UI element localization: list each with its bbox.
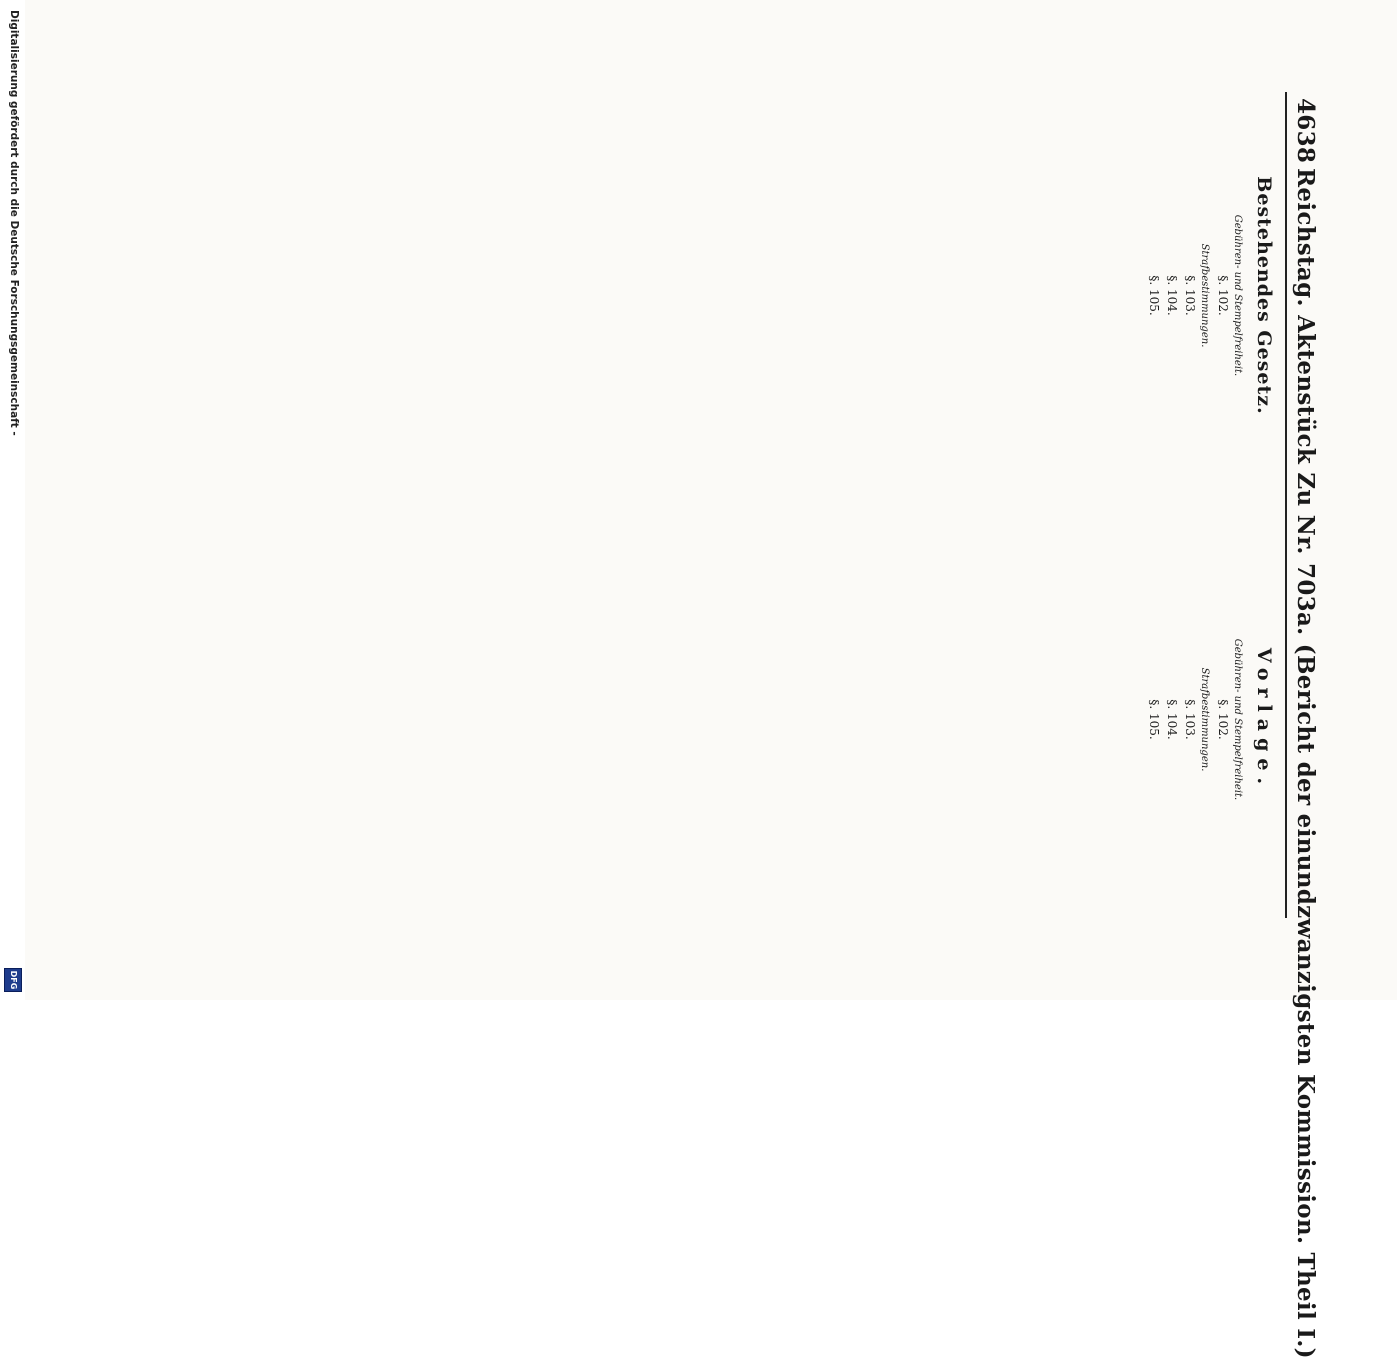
page-number: 4638	[1292, 98, 1319, 164]
column-existing-law	[1143, 98, 1279, 493]
left-straf-heading: Strafbestimmungen.	[1199, 243, 1210, 348]
right-gebuehren-heading: Gebühren- und Stempelfreiheit.	[1232, 638, 1243, 801]
column-proposal	[1143, 522, 1279, 917]
digitization-strip	[0, 0, 25, 1000]
page-title: Reichstag. Aktenstück Zu Nr. 703a. (Bericht der einundzwanzigsten Kommission. Theil I.)	[1292, 168, 1319, 1359]
left-section-105: §. 105.	[1147, 275, 1161, 316]
digitization-note: Digitalisierung gefördert durch die Deutsche Forschungsgemeinschaft -	[8, 10, 20, 436]
right-straf-heading: Strafbestimmungen.	[1199, 667, 1210, 772]
header-rule	[1285, 92, 1287, 918]
left-section-104: §. 104.	[1165, 275, 1179, 316]
left-section-103: §. 103.	[1183, 275, 1197, 316]
left-section-102: §. 102.	[1216, 275, 1230, 316]
column-title-existing-law: Bestehendes Gesetz.	[1253, 176, 1275, 415]
right-section-102: §. 102.	[1216, 699, 1230, 740]
right-section-105: §. 105.	[1147, 699, 1161, 740]
right-section-104: §. 104.	[1165, 699, 1179, 740]
right-section-103: §. 103.	[1183, 699, 1197, 740]
dfg-logo: DFG	[4, 968, 22, 992]
left-gebuehren-heading: Gebühren- und Stempelfreiheit.	[1232, 214, 1243, 377]
column-title-proposal: Vorlage.	[1253, 647, 1275, 792]
